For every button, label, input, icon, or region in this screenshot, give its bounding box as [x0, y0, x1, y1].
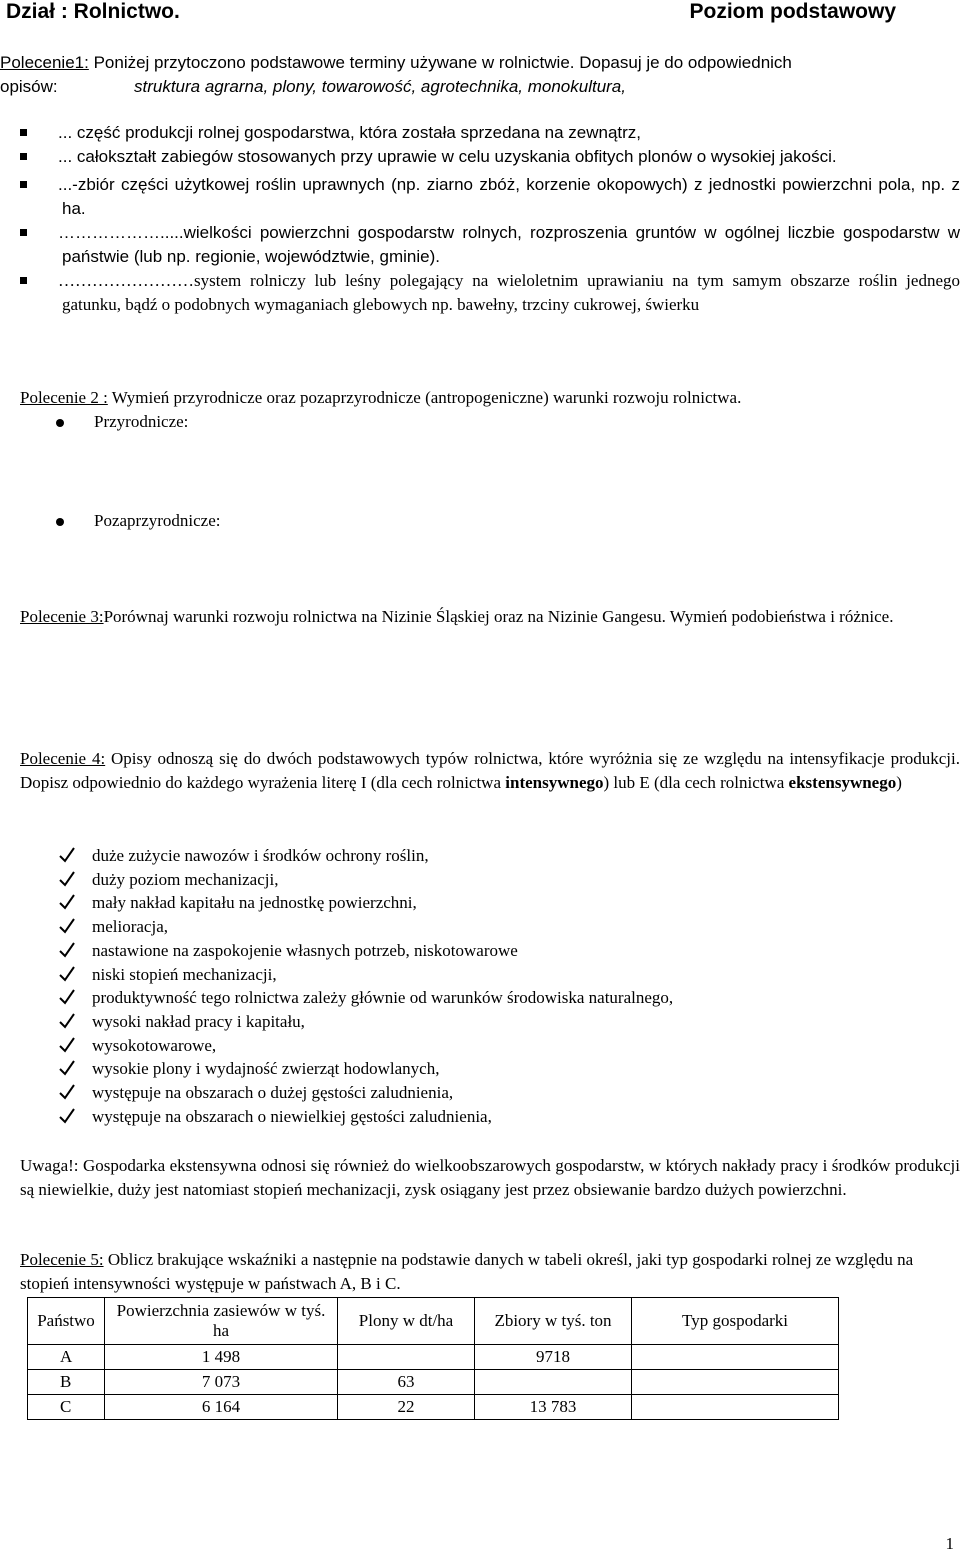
table-cell: 22: [338, 1395, 475, 1420]
page-number: 1: [945, 1534, 954, 1553]
checkmark-icon: [58, 1059, 76, 1077]
section-title: Dział : Rolnictwo.: [6, 0, 180, 23]
feature-item: występuje na obszarach o dużej gęstości zaludnienia,: [58, 1081, 673, 1105]
feature-item: wysoki nakład pracy i kapitału,: [58, 1010, 673, 1034]
task3-text: Porównaj warunki rozwoju rolnictwa na Nizinie Śląskiej oraz na Nizinie Gangesu. Wymień podobieństwa i różnice.: [103, 607, 894, 626]
task1-definitions: [20, 121, 960, 317]
table-header-cell: Zbiory w tyś. ton: [475, 1298, 632, 1345]
note-paragraph: Uwaga!: Gospodarka ekstensywna odnosi się również do wielkoobszarowych gospodarstw, w których nakłady pracy i środków produkcji są niewielkie, duży jest natomiast stopień mechanizacji, zysk osiągany jest przez obsiewanie bardzo dużych powierzchni.: [20, 1156, 960, 1199]
table-header-cell: Powierzchnia zasiewów w tyś. ha: [105, 1298, 338, 1345]
task2-bullet-natural: Przyrodnicze:: [94, 412, 188, 432]
task1-text: Poniżej przytoczono podstawowe terminy używane w rolnictwie. Dopasuj je do odpowiednich: [88, 53, 792, 72]
table-cell: 7 073: [105, 1370, 338, 1395]
checkmark-icon: [58, 917, 76, 935]
table-row: [28, 1370, 839, 1395]
checkmark-icon: [58, 870, 76, 888]
square-bullet-icon: [20, 277, 27, 284]
feature-item: występuje na obszarach o niewielkiej gęstości zaludnienia,: [58, 1105, 673, 1129]
feature-item: duże zużycie nawozów i środków ochrony roślin,: [58, 844, 673, 868]
feature-item: produktywność tego rolnictwa zależy głównie od warunków środowiska naturalnego,: [58, 986, 673, 1010]
table-cell[interactable]: [475, 1370, 632, 1395]
table-cell: C: [28, 1395, 105, 1420]
table-cell: A: [28, 1345, 105, 1370]
task3-label: Polecenie 3:: [20, 607, 104, 626]
round-bullet-icon: [56, 419, 64, 427]
round-bullet-icon: [56, 518, 64, 526]
task2-bullet-nonnatural: Pozaprzyrodnicze:: [94, 511, 221, 531]
task4-intro: Polecenie 4: Opisy odnoszą się do dwóch podstawowych typów rolnictwa, które wyróżnia się ze względu na intensyfikacje produkcji. Dopisz odpowiednio do każdego wyrażenia literę I (dla cech rolnictwa intensywnego) lub E (dla cech rolnictwa ekstensywnego): [20, 749, 960, 792]
feature-item: nastawione na zaspokojenie własnych potrzeb, niskotowarowe: [58, 939, 673, 963]
feature-item: duży poziom mechanizacji,: [58, 868, 673, 892]
checkmark-icon: [58, 941, 76, 959]
task3: [20, 605, 940, 629]
definition-item: ... całokształt zabiegów stosowanych przy uprawie w celu uzyskania obfitych plonów o wysokiej jakości.: [20, 145, 960, 169]
task4-feature-list: [58, 844, 673, 1128]
task2-text: Wymień przyrodnicze oraz pozaprzyrodnicze (antropogeniczne) warunki rozwoju rolnictwa.: [107, 388, 742, 407]
table-cell: 63: [338, 1370, 475, 1395]
table-header-cell: Państwo: [28, 1298, 105, 1345]
square-bullet-icon: [20, 153, 27, 160]
task1-terms: struktura agrarna, plony, towarowość, agrotechnika, monokultura,: [134, 77, 626, 96]
table-cell[interactable]: [632, 1370, 839, 1395]
agriculture-data-table: [27, 1297, 839, 1420]
table-cell: 13 783: [475, 1395, 632, 1420]
table-row: [28, 1345, 839, 1370]
task1-label: Polecenie1:: [0, 53, 89, 72]
table-cell: 6 164: [105, 1395, 338, 1420]
task4-label: Polecenie 4:: [20, 749, 106, 768]
table-row: [28, 1395, 839, 1420]
definition-item: ...-zbiór części użytkowej roślin uprawnych (np. ziarno zbóż, korzenie okopowych) z jednostki powierzchni pola, np. z ha.: [20, 173, 960, 221]
checkmark-icon: [58, 988, 76, 1006]
task1-label2: opisów:: [0, 77, 58, 96]
task2-intro: [20, 388, 741, 408]
feature-item: wysokotowarowe,: [58, 1034, 673, 1058]
task2-label: Polecenie 2 :: [20, 388, 108, 407]
task5-label: Polecenie 5:: [20, 1250, 104, 1269]
task5-text: Oblicz brakujące wskaźniki a następnie na podstawie danych w tabeli określ, jaki typ gospodarki rolnej ze względu na stopień intensywności występuje w państwach A, B i C.: [20, 1250, 914, 1293]
table-header-row: [28, 1298, 839, 1345]
checkmark-icon: [58, 1012, 76, 1030]
definition-item: ……………………system rolniczy lub leśny polegający na wieloletnim uprawianiu na tym samym obszarze roślin jednego gatunku, bądź o podobnych wymaganiach glebowych np. bawełny, trzciny cukrowej, świerku: [20, 269, 960, 317]
table-cell[interactable]: [338, 1345, 475, 1370]
feature-item: mały nakład kapitału na jednostkę powierzchni,: [58, 891, 673, 915]
table-header-cell: Plony w dt/ha: [338, 1298, 475, 1345]
table-cell[interactable]: [632, 1345, 839, 1370]
checkmark-icon: [58, 846, 76, 864]
feature-item: melioracja,: [58, 915, 673, 939]
table-cell: 1 498: [105, 1345, 338, 1370]
checkmark-icon: [58, 1036, 76, 1054]
checkmark-icon: [58, 1107, 76, 1125]
feature-item: wysokie plony i wydajność zwierząt hodowlanych,: [58, 1057, 673, 1081]
table-cell[interactable]: [632, 1395, 839, 1420]
checkmark-icon: [58, 965, 76, 983]
task1-intro: [0, 53, 792, 73]
level-title: Poziom podstawowy: [689, 0, 896, 23]
checkmark-icon: [58, 1083, 76, 1101]
square-bullet-icon: [20, 181, 27, 188]
table-cell: B: [28, 1370, 105, 1395]
feature-item: niski stopień mechanizacji,: [58, 963, 673, 987]
square-bullet-icon: [20, 229, 27, 236]
table-header-cell: Typ gospodarki: [632, 1298, 839, 1345]
checkmark-icon: [58, 893, 76, 911]
task5-intro: [20, 1248, 960, 1296]
table-cell: 9718: [475, 1345, 632, 1370]
definition-item: ... część produkcji rolnej gospodarstwa, która została sprzedana na zewnątrz,: [20, 121, 960, 145]
definition-item: ……………….....wielkości powierzchni gospodarstw rolnych, rozproszenia gruntów w ogólnej liczbie gospodarstw w państwie (lub np. regionie, województwie, gminie).: [20, 221, 960, 269]
square-bullet-icon: [20, 129, 27, 136]
